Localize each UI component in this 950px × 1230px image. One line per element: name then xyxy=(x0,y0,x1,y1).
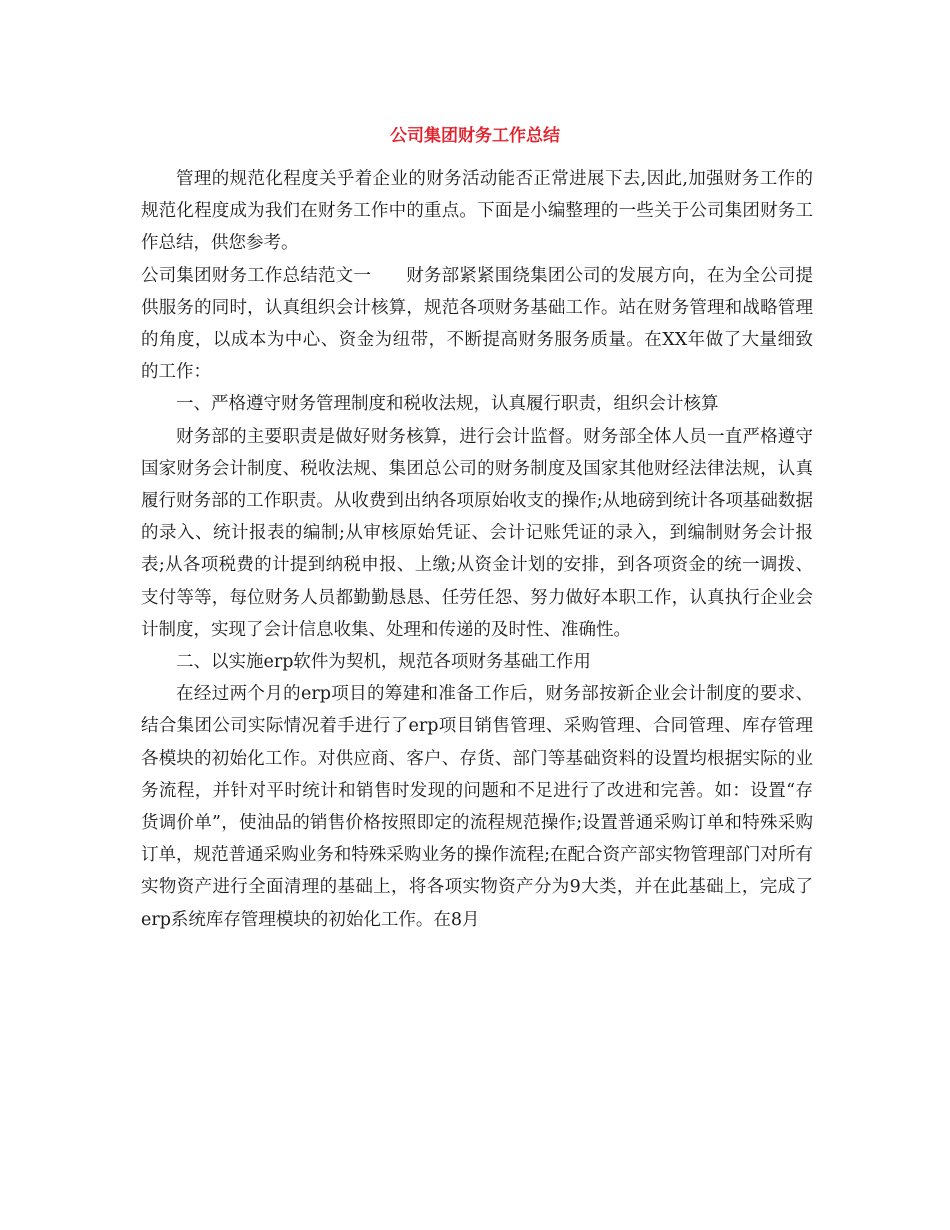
sample-text: 财务部紧紧围绕集团公司的发展方向，在为全公司提供服务的同时，认真组织会计核算，规范各项财务基础工作。站在财务管理和战略管理的角度，以成本为中心、资金为纽带，不断提高财务服务质量。在XX年做了大量细致的工作： xyxy=(141,265,814,383)
section2-heading: 二、以实施erp软件为契机，规范各项财务基础工作用 xyxy=(176,652,591,673)
document-title: 公司集团财务工作总结 xyxy=(390,126,560,146)
intro-paragraph: 管理的规范化程度关乎着企业的财务活动能否正常进展下去,因此,加强财务工作的规范化程度成为我们在财务工作中的重点。下面是小编整理的一些关于公司集团财务工作总结，供您参考。 xyxy=(141,169,813,254)
document-body xyxy=(141,163,813,936)
section1-heading: 一、严格遵守财务管理制度和税收法规，认真履行职责，组织会计核算 xyxy=(176,394,719,415)
sample-paragraph xyxy=(141,260,813,389)
sample-heading: 公司集团财务工作总结范文一 xyxy=(141,265,372,286)
section2-paragraph: 在经过两个月的erp项目的筹建和准备工作后，财务部按新企业会计制度的要求、结合集团公司实际情况着手进行了erp项目销售管理、采购管理、合同管理、库存管理各模块的初始化工作。对供应商、客户、存货、部门等基础资料的设置均根据实际的业务流程，并针对平时统计和销售时发现的问题和不足进行了改进和完善。如：设置“存货调价单”，使油品的销售价格按照即定的流程规范操作;设置普通采购订单和特殊采购订单，规范普通采购业务和特殊采购业务的操作流程;在配合资产部实物管理部门对所有实物资产进行全面清理的基础上，将各项实物资产分为9大类，并在此基础上，完成了erp系统库存管理模块的初始化工作。在8月 xyxy=(141,684,813,930)
section1-paragraph: 财务部的主要职责是做好财务核算，进行会计监督。财务部全体人员一直严格遵守国家财务会计制度、税收法规、集团总公司的财务制度及国家其他财经法律法规，认真履行财务部的工作职责。从收费到出纳各项原始收支的操作;从地磅到统计各项基础数据的录入、统计报表的编制;从审核原始凭证、会计记账凭证的录入，到编制财务会计报表;从各项税费的计提到纳税申报、上缴;从资金计划的安排，到各项资金的统一调拨、支付等等，每位财务人员都勤勤恳恳、任劳任怨、努力做好本职工作，认真执行企业会计制度，实现了会计信息收集、处理和传递的及时性、准确性。 xyxy=(141,426,813,640)
